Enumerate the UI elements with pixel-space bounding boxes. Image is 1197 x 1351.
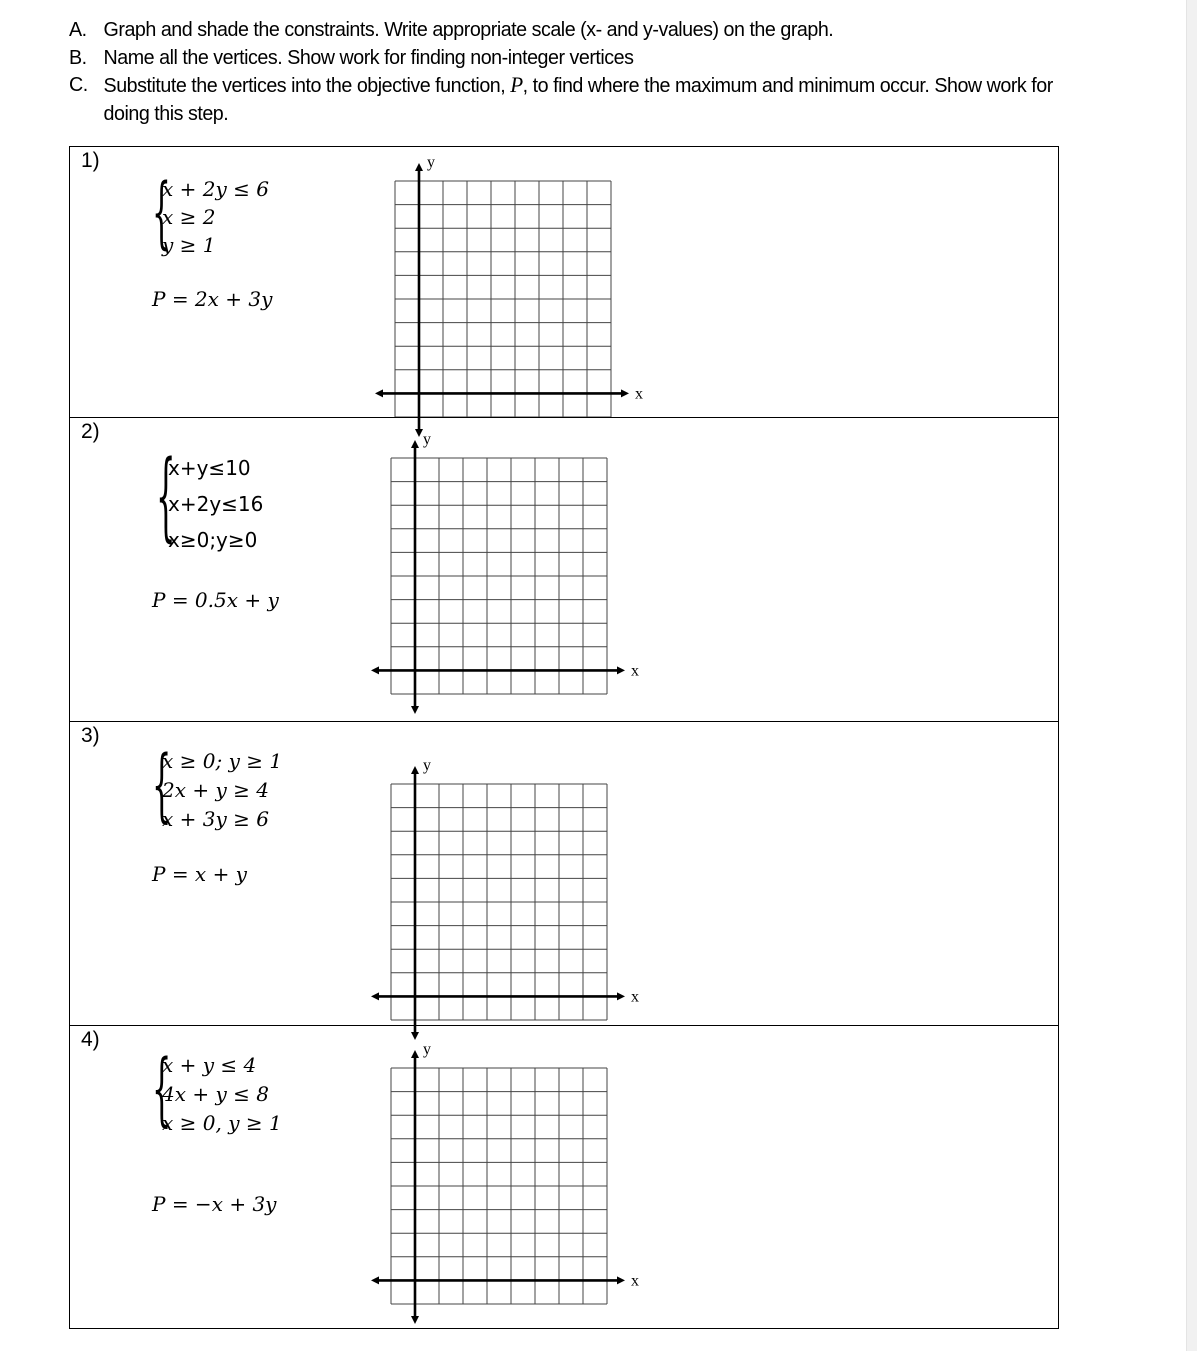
objective-text: P = −x + 3y	[152, 1192, 277, 1216]
instruction-text: Graph and shade the constraints. Write appropriate scale (x- and y-values) on the graph.	[103, 18, 834, 41]
problem-row-4	[70, 1025, 1058, 1328]
problem-number: 3)	[81, 724, 100, 747]
constraint: x + 3y ≥ 6	[162, 807, 269, 831]
y-axis-label: y	[423, 757, 431, 774]
x-axis-arrow-right	[617, 992, 625, 1000]
problem-row-2	[70, 417, 1058, 721]
constraint: x + 2y ≤ 6	[162, 177, 269, 201]
grid-lines	[391, 458, 607, 694]
instruction-text-part: Substitute the vertices into the objective function,	[103, 74, 511, 97]
x-axis-arrow-right	[617, 1276, 625, 1284]
y-axis-arrow-up	[411, 440, 419, 448]
grid-lines	[391, 784, 607, 1020]
constraint-list	[162, 175, 269, 259]
x-axis-arrow-left	[371, 992, 379, 1000]
coordinate-grid[interactable]	[369, 428, 659, 700]
objective-text: P = 0.5x + y	[152, 588, 279, 612]
problem-number: 4)	[81, 1028, 100, 1051]
x-axis-arrow-right	[617, 666, 625, 674]
objective-function	[152, 287, 272, 311]
coordinate-grid[interactable]	[373, 151, 663, 423]
problem-row-3	[70, 721, 1058, 1025]
x-axis-arrow-right	[621, 389, 629, 397]
constraint-list	[162, 1051, 282, 1138]
instruction-letter: C.	[69, 73, 88, 96]
x-axis-label: x	[631, 662, 639, 680]
brace: {	[152, 168, 171, 258]
constraint: x ≥ 0; y ≥ 1	[162, 749, 283, 773]
instruction-letter: A.	[69, 18, 87, 41]
instruction-a	[69, 16, 1087, 44]
instruction-text-part: , to find where the maximum and minimum occur. Show work for doing this step.	[103, 74, 1053, 125]
instruction-text	[104, 74, 1053, 125]
problem-number: 2)	[81, 420, 100, 443]
x-axis-arrow-left	[371, 1276, 379, 1284]
constraint-list	[162, 747, 282, 834]
objective-variable: P	[510, 72, 523, 97]
coordinate-grid[interactable]	[369, 1038, 659, 1310]
problem-table	[69, 146, 1059, 1329]
constraint: 2x + y ≥ 4	[162, 778, 269, 802]
instruction-text: Name all the vertices. Show work for finding non-integer vertices	[103, 45, 634, 69]
x-axis-arrow-left	[375, 389, 383, 397]
constraint: x≥0;y≥0	[168, 528, 258, 552]
y-axis-label: y	[427, 154, 435, 171]
y-axis-arrow-up	[415, 163, 423, 171]
x-axis-label: x	[635, 385, 643, 403]
problem-number: 1)	[81, 149, 100, 172]
grid-lines	[395, 181, 611, 417]
scrollbar[interactable]	[1186, 0, 1197, 1351]
objective-text: P = 2x + 3y	[152, 287, 273, 311]
y-axis-label: y	[423, 431, 431, 448]
y-axis-arrow-down	[411, 706, 419, 714]
constraint: x ≥ 2	[162, 205, 216, 229]
constraint-list	[168, 450, 263, 558]
constraint: x+y≤10	[168, 456, 251, 480]
constraint: y ≥ 1	[162, 233, 216, 257]
instructions	[69, 16, 1129, 127]
grid-lines	[391, 1068, 607, 1304]
constraint: x+2y≤16	[168, 492, 264, 516]
brace: {	[156, 440, 176, 552]
instruction-b	[69, 44, 1087, 72]
coordinate-grid[interactable]	[369, 754, 659, 1026]
objective-function	[152, 588, 279, 612]
brace: {	[152, 1042, 172, 1135]
constraint: 4x + y ≤ 8	[162, 1082, 269, 1106]
x-axis-arrow-left	[371, 666, 379, 674]
x-axis-label: x	[631, 988, 639, 1006]
x-axis-label: x	[631, 1272, 639, 1290]
y-axis-label: y	[423, 1041, 431, 1058]
constraint: x + y ≤ 4	[162, 1053, 257, 1077]
instruction-letter: B.	[69, 45, 87, 69]
objective-text: P = x + y	[152, 862, 247, 886]
objective-function	[152, 862, 247, 886]
instruction-c	[69, 71, 1087, 127]
y-axis-arrow-down	[411, 1316, 419, 1324]
brace: {	[152, 738, 172, 831]
y-axis-arrow-up	[411, 766, 419, 774]
objective-function	[152, 1192, 276, 1216]
problem-row-1	[70, 147, 1058, 417]
constraint: x ≥ 0, y ≥ 1	[162, 1111, 282, 1135]
y-axis-arrow-up	[411, 1050, 419, 1058]
